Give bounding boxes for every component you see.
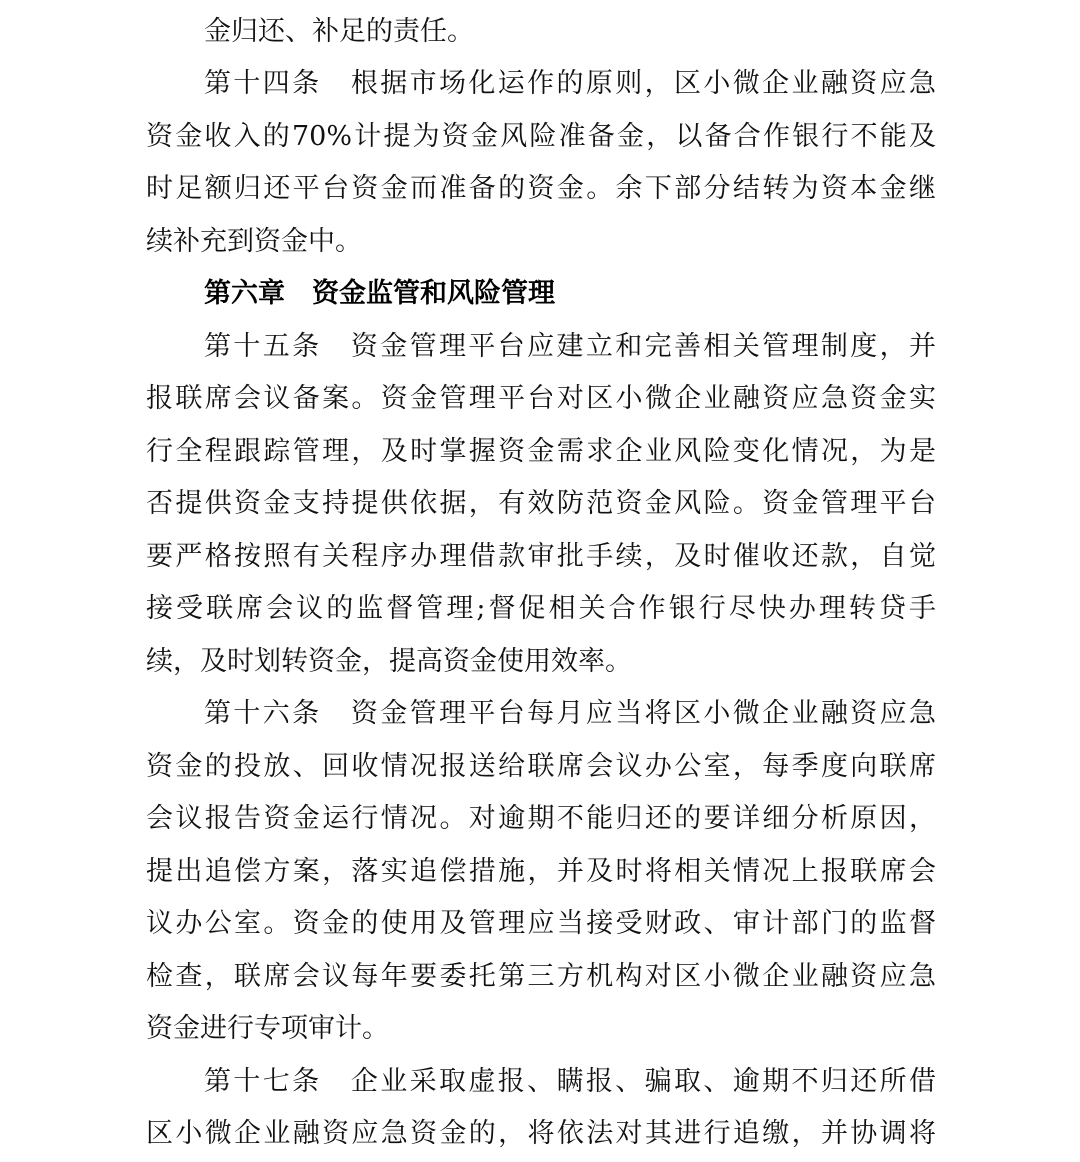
text-line: 提出追偿方案，落实追偿措施，并及时将相关情况上报联席会: [146, 856, 936, 887]
text-line: 要严格按照有关程序办理借款审批手续，及时催收还款，自觉: [146, 541, 936, 572]
text-line: 检查，联席会议每年要委托第三方机构对区小微企业融资应急: [146, 961, 936, 992]
text-line: 资金进行专项审计。: [146, 1013, 389, 1044]
text-line: 资金的投放、回收情况报送给联席会议办公室，每季度向联席: [146, 751, 936, 782]
article-15-first-line: 第十五条 资金管理平台应建立和完善相关管理制度，并: [204, 331, 936, 362]
text-line: 会议报告资金运行情况。对逾期不能归还的要详细分析原因，: [146, 803, 936, 834]
text-line: 接受联席会议的监督管理;督促相关合作银行尽快办理转贷手: [146, 593, 936, 624]
text-line: 议办公室。资金的使用及管理应当接受财政、审计部门的监督: [146, 908, 936, 939]
chapter-6-heading: 第六章 资金监管和风险管理: [204, 278, 555, 309]
text-line: 资金收入的70%计提为资金风险准备金，以备合作银行不能及: [146, 121, 936, 152]
text-line: 时足额归还平台资金而准备的资金。余下部分结转为资本金继: [146, 173, 936, 204]
text-line: 否提供资金支持提供依据，有效防范资金风险。资金管理平台: [146, 488, 936, 519]
text-line: 续补充到资金中。: [146, 226, 362, 257]
article-17-first-line: 第十七条 企业采取虚报、瞒报、骗取、逾期不归还所借: [204, 1066, 936, 1097]
text-line: 报联席会议备案。资金管理平台对区小微企业融资应急资金实: [146, 383, 936, 414]
article-14-first-line: 第十四条 根据市场化运作的原则，区小微企业融资应急: [204, 68, 936, 99]
text-line: 区小微企业融资应急资金的，将依法对其进行追缴，并协调将: [146, 1118, 936, 1149]
text-line: 金归还、补足的责任。: [204, 16, 474, 47]
text-line: 续，及时划转资金，提高资金使用效率。: [146, 646, 632, 677]
article-16-first-line: 第十六条 资金管理平台每月应当将区小微企业融资应急: [204, 698, 936, 729]
text-line: 行全程跟踪管理，及时掌握资金需求企业风险变化情况，为是: [146, 436, 936, 467]
